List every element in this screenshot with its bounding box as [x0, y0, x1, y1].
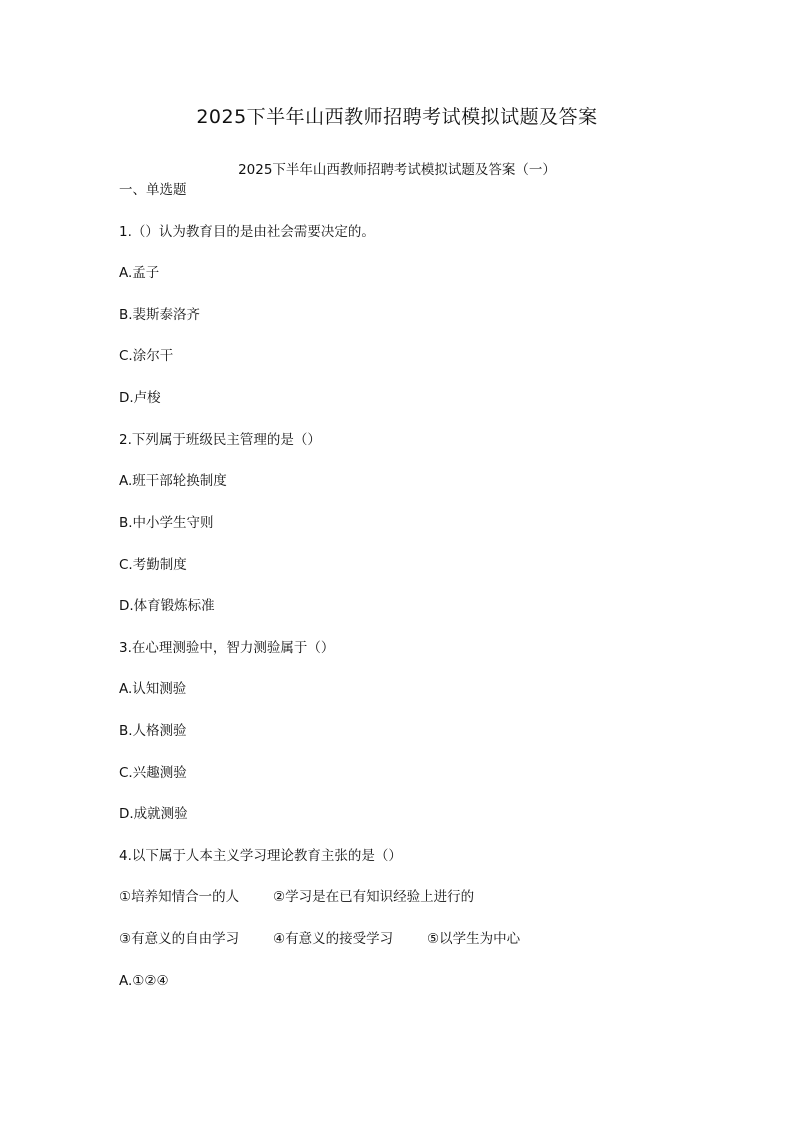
- question-2-option-c: C.考勤制度: [119, 557, 187, 573]
- question-1-option-c: C.涂尔干: [119, 348, 174, 364]
- question-2-option-d: D.体育锻炼标准: [119, 598, 215, 614]
- question-3-option-d: D.成就测验: [119, 806, 188, 822]
- question-2-option-b: B.中小学生守则: [119, 515, 214, 531]
- document-subtitle: 2025下半年山西教师招聘考试模拟试题及答案（一）: [238, 162, 556, 178]
- question-2-option-a: A.班干部轮换制度: [119, 473, 227, 489]
- question-4-statement-4: ④有意义的接受学习: [273, 931, 394, 947]
- question-4-statement-1: ①培养知情合一的人: [119, 889, 240, 905]
- question-1-option-b: B.裴斯泰洛齐: [119, 307, 201, 323]
- question-4-statements-row-1: [119, 887, 679, 907]
- question-1-stem: 1.（）认为教育目的是由社会需要决定的。: [119, 224, 375, 240]
- question-4-stem: 4.以下属于人本主义学习理论教育主张的是（）: [119, 848, 402, 864]
- section-heading: 一、单选题: [119, 182, 187, 198]
- question-2-stem: 2.下列属于班级民主管理的是（）: [119, 432, 321, 448]
- question-3-option-b: B.人格测验: [119, 723, 187, 739]
- question-3-stem: 3.在心理测验中，智力测验属于（）: [119, 640, 335, 656]
- question-3-option-c: C.兴趣测验: [119, 765, 187, 781]
- question-1-option-a: A.孟子: [119, 265, 160, 281]
- question-1-option-d: D.卢梭: [119, 390, 161, 406]
- question-4-statements-row-2: [119, 929, 679, 949]
- question-3-option-a: A.认知测验: [119, 681, 187, 697]
- question-4-statement-5: ⑤以学生为中心: [427, 931, 521, 947]
- document-title: 2025下半年山西教师招聘考试模拟试题及答案: [196, 106, 598, 128]
- question-4-option-a: A.①②④: [119, 973, 169, 989]
- question-4-statement-3: ③有意义的自由学习: [119, 931, 240, 947]
- question-4-statement-2: ②学习是在已有知识经验上进行的: [273, 889, 475, 905]
